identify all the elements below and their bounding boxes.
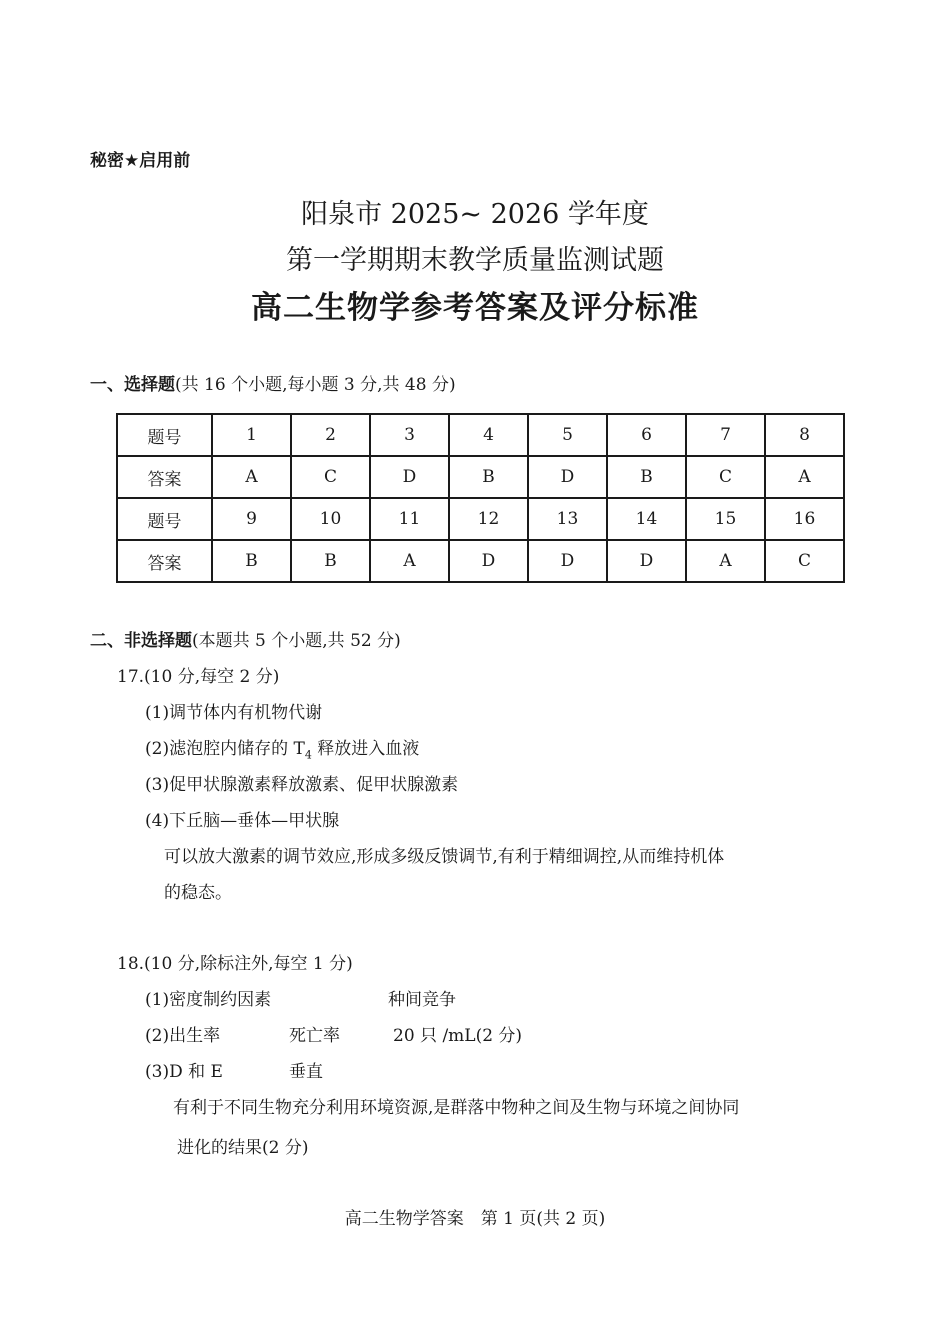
row-label: 题号	[117, 498, 212, 540]
section-1-title: 一、选择题	[90, 375, 175, 395]
answer-cell: B	[449, 456, 528, 498]
answer-cell: D	[449, 540, 528, 582]
row-label: 题号	[117, 414, 212, 456]
title-line-3: 高二生物学参考答案及评分标准	[251, 290, 699, 326]
q17-answer-2-pre: (2)滤泡腔内储存的 T	[145, 739, 305, 759]
answer-cell: D	[528, 456, 607, 498]
section-1-note: (共 16 个小题,每小题 3 分,共 48 分)	[175, 375, 456, 395]
confidential-label: 秘密★启用前	[90, 151, 191, 171]
question-number: 9	[212, 498, 291, 540]
q17-answer-4-note-cont: 的稳态。	[164, 883, 232, 903]
table-row-numbers-2	[117, 498, 844, 540]
q18-answer-2b: 死亡率	[289, 1026, 340, 1046]
q17-answer-2-post: 释放进入血液	[311, 739, 420, 759]
q17-answer-3: (3)促甲状腺激素释放激素、促甲状腺激素	[145, 775, 459, 795]
row-label: 答案	[117, 540, 212, 582]
table-row-answers-2	[117, 540, 844, 582]
answer-cell: A	[212, 456, 291, 498]
answer-cell: D	[370, 456, 449, 498]
section-2-heading	[90, 626, 401, 651]
question-number: 1	[212, 414, 291, 456]
answer-cell: B	[212, 540, 291, 582]
q18-answer-3a: (3)D 和 E	[145, 1062, 223, 1082]
q17-answer-1: (1)调节体内有机物代谢	[145, 703, 323, 723]
question-number: 16	[765, 498, 844, 540]
q18-title: 18.(10 分,除标注外,每空 1 分)	[117, 954, 353, 974]
q17-title: 17.(10 分,每空 2 分)	[117, 667, 280, 687]
answer-cell: D	[607, 540, 686, 582]
answer-cell: C	[291, 456, 370, 498]
answer-cell: C	[686, 456, 765, 498]
answer-cell: A	[370, 540, 449, 582]
question-number: 12	[449, 498, 528, 540]
title-line-2: 第一学期期末教学质量监测试题	[286, 245, 664, 276]
question-number: 7	[686, 414, 765, 456]
table-row-answers-1	[117, 456, 844, 498]
q18-answer-1b: 种间竞争	[388, 990, 456, 1010]
q18-answer-2a: (2)出生率	[145, 1026, 221, 1046]
q18-answer-1a: (1)密度制约因素	[145, 990, 272, 1010]
q17-answer-4: (4)下丘脑—垂体—甲状腺	[145, 811, 340, 831]
question-number: 5	[528, 414, 607, 456]
question-number: 15	[686, 498, 765, 540]
question-number: 3	[370, 414, 449, 456]
question-number: 13	[528, 498, 607, 540]
section-2-title: 二、非选择题	[90, 631, 192, 651]
q18-answer-3-note-cont: 进化的结果(2 分)	[177, 1138, 309, 1158]
answer-cell: B	[607, 456, 686, 498]
q18-answer-2c: 20 只 /mL(2 分)	[393, 1026, 523, 1046]
question-number: 11	[370, 498, 449, 540]
question-number: 6	[607, 414, 686, 456]
section-2-note: (本题共 5 个小题,共 52 分)	[192, 631, 401, 651]
q18-answer-3b: 垂直	[289, 1062, 323, 1082]
question-number: 4	[449, 414, 528, 456]
q17-answer-2	[145, 734, 419, 761]
answer-cell: B	[291, 540, 370, 582]
section-1-heading	[90, 370, 456, 395]
q17-answer-4-note: 可以放大激素的调节效应,形成多级反馈调节,有利于精细调控,从而维持机体	[164, 847, 725, 867]
answer-cell: C	[765, 540, 844, 582]
answer-cell: A	[765, 456, 844, 498]
q17-answer-2-sub: 4	[304, 748, 312, 762]
row-label: 答案	[117, 456, 212, 498]
table-row-numbers-1	[117, 414, 844, 456]
q18-answer-3-note: 有利于不同生物充分利用环境资源,是群落中物种之间及生物与环境之间协同	[173, 1098, 740, 1118]
question-number: 2	[291, 414, 370, 456]
answer-table	[116, 413, 845, 583]
question-number: 8	[765, 414, 844, 456]
question-number: 14	[607, 498, 686, 540]
page-footer: 高二生物学答案 第 1 页(共 2 页)	[344, 1209, 606, 1229]
answer-cell: A	[686, 540, 765, 582]
answer-cell: D	[528, 540, 607, 582]
title-line-1: 阳泉市 2025~ 2026 学年度	[301, 199, 649, 230]
question-number: 10	[291, 498, 370, 540]
